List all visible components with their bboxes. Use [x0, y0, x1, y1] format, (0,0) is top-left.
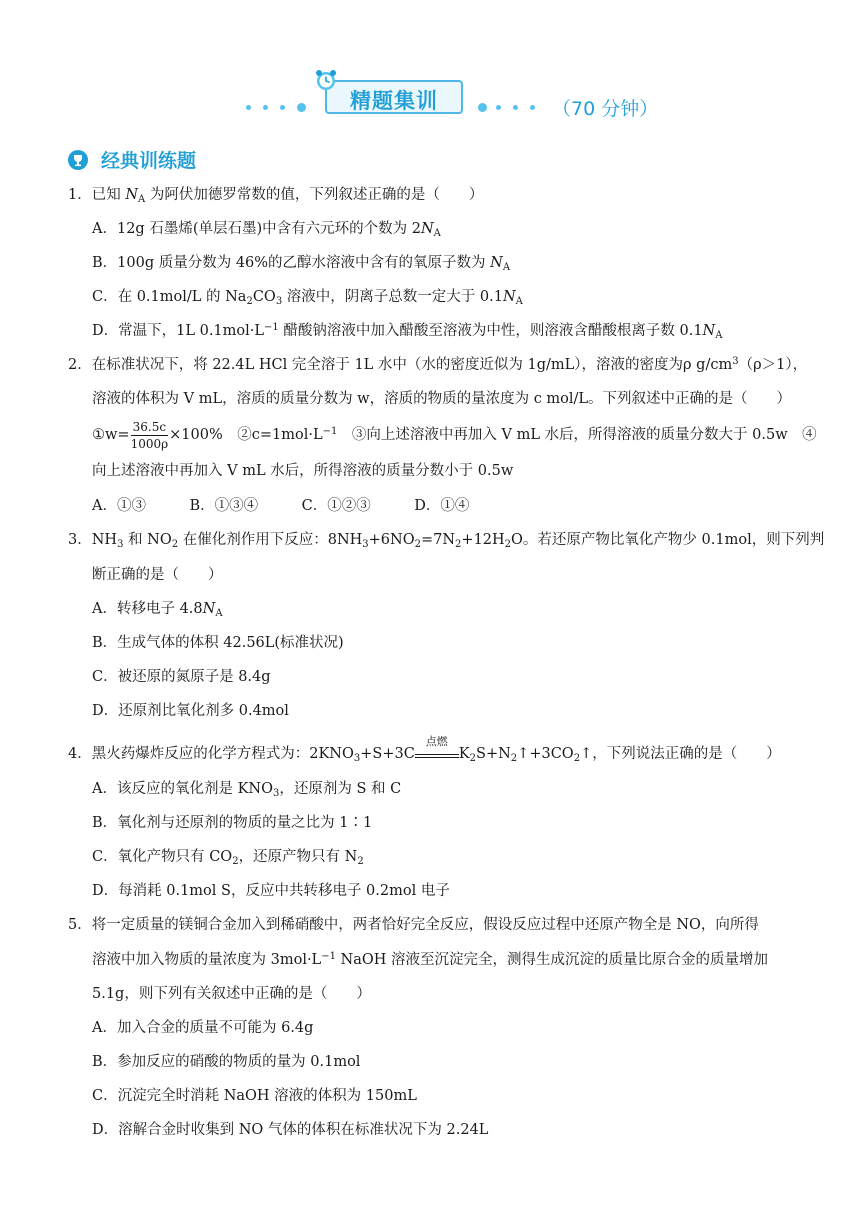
question-1-option-d: D．常温下，1L $0.1mol\cdot L^{-1}$ 醋酸钠溶液中加入醋酸至溶液为中性，则溶液含醋酸根离子数 $0.1N_A$ — [92, 322, 723, 341]
banner-dot — [280, 105, 285, 110]
banner-dot — [530, 105, 535, 110]
question-3-option-d: D．还原剂比氧化剂多 0.4mol — [92, 703, 289, 719]
question-2-statements: ①w= $\frac{36.5c}{1000\rho}$ ×100% $②c=1mol\cdot L^{-1}$ ③向上述溶液中再加入 V mL 水后，所得溶液的质量分数大于 0.5w ④ — [92, 419, 817, 451]
question-2-stem-line-1: 2．在标准状况下，将 22.4L HCl 完全溶于 1L 水中（水的密度近似为 1g/mL），溶液的密度为ρ $g/cm^3(\rho>1)$， — [68, 356, 808, 373]
question-4-stem: 4．黑火药爆炸反应的化学方程式为：$2KNO_3+S+3C$ 点燃 $K_2S+N_2↑+3CO_2↑$，下列说法正确的是（ ） — [68, 735, 781, 764]
question-5-stem-line-3: 5.1g，则下列有关叙述中正确的是（ ） — [92, 986, 371, 1002]
question-2-stem-line-2: 溶液的体积为 V mL，溶质的质量分数为 w，溶质的物质的量浓度为 c mol/L。下列叙述中正确的是（ ） — [92, 391, 792, 407]
question-3-option-c: C．被还原的氮原子是 8.4g — [92, 669, 271, 685]
duration-label: （70 分钟） — [552, 98, 659, 120]
banner-title: 精题集训 — [350, 89, 438, 113]
question-2-options: A．①③ B．①③④ C．①②③ D．①④ — [92, 498, 470, 514]
question-3-option-b: B．生成气体的体积 42.56L(标准状况) — [92, 635, 344, 651]
banner-dot — [496, 105, 501, 110]
question-1-option-c: C．在 0.1mol/L 的 $Na_2CO_3$ 溶液中，阴离子总数一定大于 $0.1N_A$ — [92, 289, 523, 307]
banner-dot — [478, 103, 487, 112]
question-5-stem-line-1: 5．将一定质量的镁铜合金加入到稀硝酸中，两者恰好完全反应，假设反应过程中还原产物全是 NO，向所得 — [68, 917, 759, 933]
question-3-stem-line-2: 断正确的是（ ） — [92, 567, 223, 583]
banner-dot — [246, 105, 251, 110]
question-5-stem-line-2: 溶液中加入物质的量浓度为 $3mol\cdot L^{-1}$ NaOH 溶液至沉淀完全，测得生成沉淀的质量比原合金的质量增加 — [92, 951, 769, 968]
question-4-option-b: B．氧化剂与还原剂的物质的量之比为 1∶1 — [92, 815, 373, 831]
question-2-stem-line-4: 向上述溶液中再加入 V mL 水后，所得溶液的质量分数小于 0.5w — [92, 463, 514, 479]
question-1-option-b: B．100g 质量分数为 46%的乙醇水溶液中含有的氧原子数为 $N_A$ — [92, 255, 511, 273]
banner-dot — [297, 103, 306, 112]
question-1-stem: 1．已知 $N_A$ 为阿伏加德罗常数的值，下列叙述正确的是（ ） — [68, 187, 484, 205]
question-5-option-c: C．沉淀完全时消耗 NaOH 溶液的体积为 150mL — [92, 1088, 417, 1104]
alarm-clock-icon — [314, 68, 338, 92]
banner-dot — [513, 105, 518, 110]
question-1-option-a: A．12g 石墨烯(单层石墨)中含有六元环的个数为 $2N_A$ — [92, 221, 441, 239]
trophy-badge-icon — [67, 149, 89, 171]
question-3-option-a: A．转移电子 $4.8N_A$ — [92, 601, 223, 619]
banner-box — [325, 80, 463, 114]
question-4-option-a: A．该反应的氧化剂是 $KNO_3$，还原剂为 S 和 C — [92, 781, 402, 799]
question-4-option-c: C．氧化产物只有 $CO_2$，还原产物只有 $N_2$ — [92, 849, 364, 867]
double-equals-sign — [415, 754, 459, 758]
banner-dot — [263, 105, 268, 110]
question-5-option-b: B．参加反应的硝酸的物质的量为 0.1mol — [92, 1054, 361, 1070]
section-title: 经典训练题 — [101, 150, 197, 172]
reaction-condition: 点燃 — [415, 746, 459, 758]
question-4-option-d: D．每消耗 0.1mol S，反应中共转移电子 0.2mol 电子 — [92, 883, 450, 899]
question-5-option-a: A．加入合金的质量不可能为 6.4g — [92, 1020, 314, 1036]
question-3-stem-line-1: 3．$NH_3$ 和 $NO_2$ 在催化剂作用下反应：$8NH_3+6NO_2=7N_2+12H_2O$。若还原产物比氧化产物少 0.1mol，则下列判 — [68, 532, 825, 550]
question-5-option-d: D．溶解合金时收集到 NO 气体的体积在标准状况下为 2.24L — [92, 1122, 489, 1138]
fraction: $\frac{36.5c}{1000\rho}$ — [130, 419, 169, 451]
